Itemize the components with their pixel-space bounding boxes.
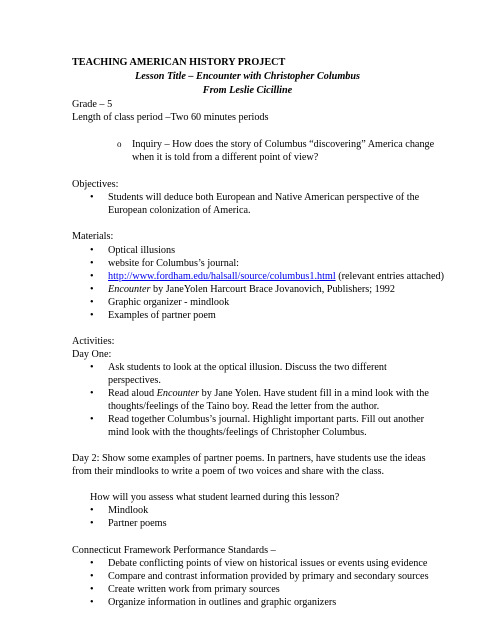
standard-item: Organize information in outlines and graphic organizers — [108, 597, 337, 608]
document-title: TEACHING AMERICAN HISTORY PROJECT — [72, 57, 286, 68]
objectives-heading: Objectives: — [72, 179, 119, 190]
objective-line-2: European colonization of America. — [108, 205, 251, 216]
book-title: Encounter — [156, 388, 200, 399]
standard-item: Create written work from primary sources — [108, 584, 280, 595]
assessment-item: Partner poems — [108, 518, 167, 529]
activities-heading: Activities: — [72, 336, 115, 347]
bullet-icon: • — [90, 258, 94, 269]
bullet-icon: • — [90, 362, 94, 373]
day-one-heading: Day One: — [72, 349, 112, 360]
bullet-icon: • — [90, 584, 94, 595]
material-item — [108, 270, 444, 283]
objective-line-1: Students will deduce both European and Native American perspective of the — [108, 192, 420, 203]
activity-line — [108, 387, 429, 400]
day-two-line-2: from their mindlooks to write a poem of two voices and share with the class. — [72, 466, 385, 477]
book-details: by JaneYolen Harcourt Brace Jovanovich, Publishers; 1992 — [150, 284, 395, 295]
bullet-icon: • — [90, 245, 94, 256]
standard-item: Debate conflicting points of view on historical issues or events using evidence — [108, 558, 428, 569]
activity-line: Ask students to look at the optical illusion. Discuss the two different — [108, 362, 387, 373]
material-item: website for Columbus’s journal: — [108, 258, 240, 269]
bullet-icon: • — [90, 388, 94, 399]
bullet-icon: • — [90, 505, 94, 516]
bullet-icon: • — [90, 518, 94, 529]
activity-line: Read together Columbus’s journal. Highlight important parts. Fill out another — [108, 414, 425, 425]
bullet-icon: • — [90, 284, 94, 295]
standards-heading: Connecticut Framework Performance Standards – — [72, 545, 276, 556]
activity-line: perspectives. — [108, 375, 161, 386]
materials-heading: Materials: — [72, 231, 114, 242]
inquiry-line-1: Inquiry – How does the story of Columbus “discovering” America change — [132, 139, 435, 150]
inquiry-line-2: when it is told from a different point of view? — [132, 152, 319, 163]
activity-line: mind look with the thoughts/feelings of Christopher Columbus. — [108, 427, 367, 438]
bullet-icon: • — [90, 310, 94, 321]
standard-item: Compare and contrast information provided by primary and secondary sources — [108, 571, 429, 582]
assessment-item: Mindlook — [108, 505, 149, 516]
lesson-title: Lesson Title – Encounter with Christopher Columbus — [135, 71, 360, 82]
bullet-icon: • — [90, 271, 94, 282]
bullet-icon: • — [90, 192, 94, 203]
assessment-question: How will you assess what student learned during this lesson? — [90, 492, 340, 503]
bullet-icon: • — [90, 571, 94, 582]
inquiry-marker: o — [117, 139, 122, 149]
material-item: Graphic organizer - mindlook — [108, 297, 230, 308]
material-item: Examples of partner poem — [108, 310, 216, 321]
bullet-icon: • — [90, 597, 94, 608]
book-title: Encounter — [108, 284, 151, 295]
grade-line: Grade – 5 — [72, 99, 113, 110]
columbus-journal-link[interactable]: http://www.fordham.edu/halsall/source/columbus1.html — [108, 271, 336, 282]
length-line: Length of class period –Two 60 minutes periods — [72, 112, 269, 123]
material-item-note: (relevant entries attached) — [335, 271, 444, 282]
day-two-line-1: Day 2: Show some examples of partner poems. In partners, have students use the ideas — [72, 453, 426, 464]
bullet-icon: • — [90, 297, 94, 308]
lesson-author: From Leslie Cicilline — [202, 85, 293, 96]
bullet-icon: • — [90, 414, 94, 425]
activity-text: by Jane Yolen. Have student fill in a mind look with the — [199, 388, 429, 399]
activity-line: thoughts/feelings of the Taino boy. Read the letter from the author. — [108, 401, 380, 412]
activity-text: Read aloud — [108, 388, 157, 399]
bullet-icon: • — [90, 558, 94, 569]
material-item — [108, 283, 395, 296]
material-item: Optical illusions — [108, 245, 176, 256]
